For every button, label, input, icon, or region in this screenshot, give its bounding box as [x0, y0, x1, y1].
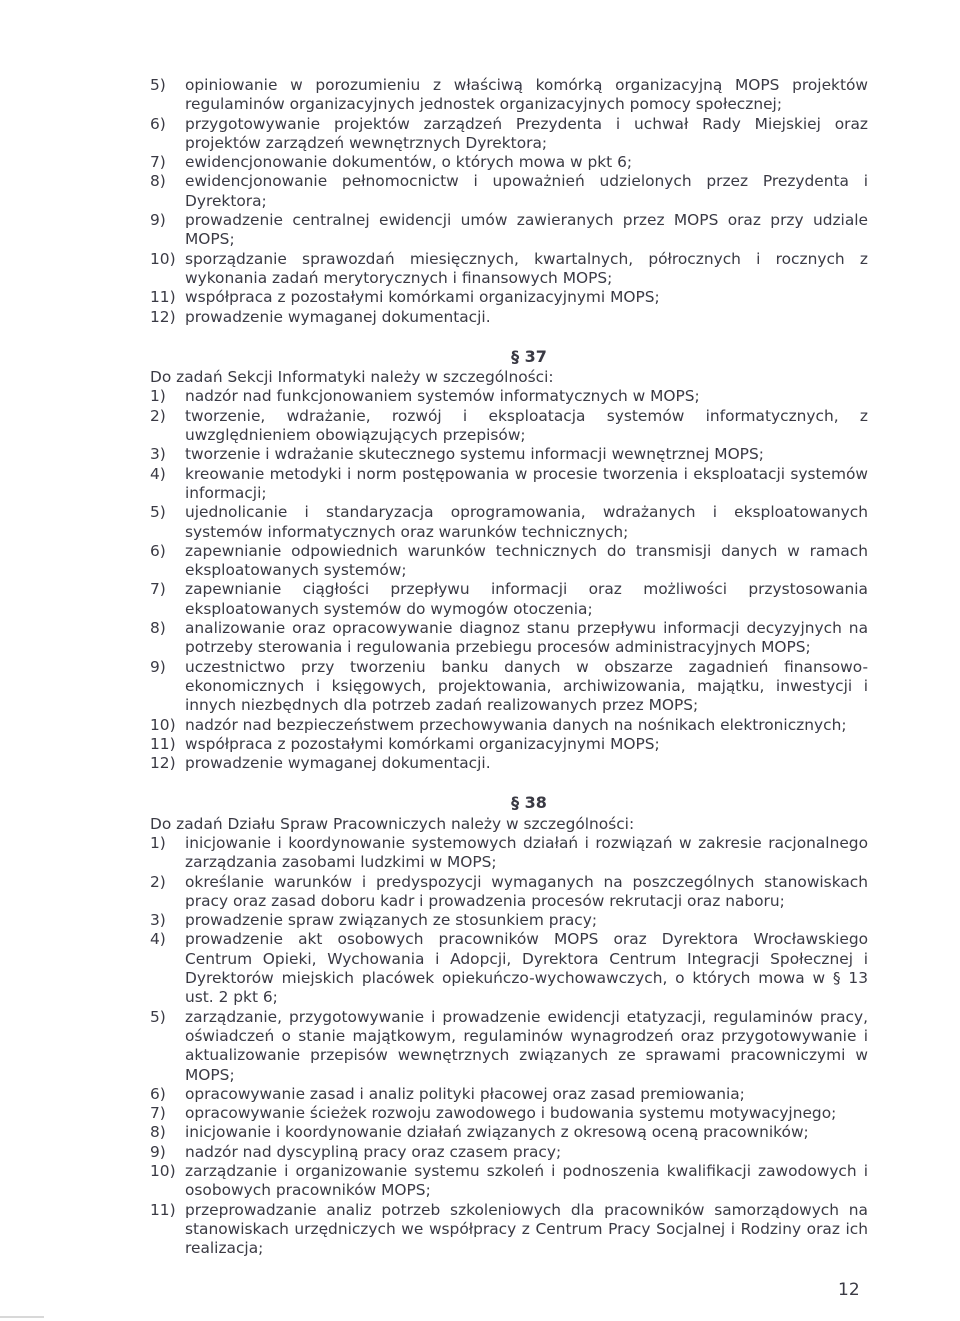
- list-item-number: 8): [150, 172, 166, 191]
- list-item-number: 9): [150, 657, 166, 676]
- list-item-text: inicjowanie i koordynowanie działań związanych z okresową oceną pracowników;: [185, 1123, 809, 1142]
- list-item: [150, 716, 868, 735]
- list-item-text: przygotowywanie projektów zarządzeń Prezydenta i uchwał Rady Miejskiej oraz projektów zarządzeń wewnętrznych Dyrektora;: [185, 114, 868, 152]
- list-item-text: prowadzenie centralnej ewidencji umów zawieranych przez MOPS oraz przy udziale MOPS;: [185, 211, 868, 249]
- list-item-text: opracowywanie ścieżek rozwoju zawodowego i budowania systemu motywacyjnego;: [185, 1104, 837, 1123]
- list-item: [150, 445, 868, 464]
- list-item-number: 4): [150, 930, 166, 949]
- list-item-text: prowadzenie spraw związanych ze stosunkiem pracy;: [185, 911, 598, 930]
- list-item: [150, 735, 868, 754]
- section-38-intro: Do zadań Działu Spraw Pracowniczych należy w szczególności:: [150, 814, 635, 833]
- page-number: 12: [838, 1280, 860, 1300]
- list-item-text: opracowywanie zasad i analiz polityki płacowej oraz zasad premiowania;: [185, 1084, 745, 1103]
- list-item-text: inicjowanie i koordynowanie systemowych działań i rozwiązań w zakresie racjonalnego zarządzania zasobami ludzkimi w MOPS;: [185, 833, 868, 872]
- list-item-text: analizowanie oraz opracowywanie diagnoz stanu przepływu informacji decyzyjnych na potrzeby sterowania i regulowania przebiegu procesów administracyjnych MOPS;: [185, 619, 868, 657]
- list-item-number: 10): [150, 1162, 176, 1181]
- list-item-text: prowadzenie akt osobowych pracowników MOPS oraz Dyrektora Wrocławskiego Centrum Opieki, Wychowania i Adopcji, Dyrektora Centrum Integracji Społecznej i Dyrektorów miejskich placówek opiekuńczo-wychowawczych, o których mowa w § 13 ust. 2 pkt 6;: [185, 930, 868, 1007]
- list-item: [150, 288, 868, 307]
- list-item: [150, 76, 868, 115]
- list-item-number: 10): [150, 715, 176, 734]
- list-item-text: ewidencjonowanie pełnomocnictw i upoważnień udzielonych przez Prezydenta i Dyrektora;: [185, 172, 868, 210]
- list-item: [150, 834, 868, 873]
- list-item-number: 7): [150, 580, 166, 599]
- list-item: [150, 211, 868, 250]
- list-item: [150, 1104, 868, 1123]
- list-item: [150, 1008, 868, 1085]
- list-item-text: tworzenie, wdrażanie, rozwój i eksploatacja systemów informatycznych, z uwzględnieniem obowiązujących przepisów;: [185, 406, 868, 445]
- list-item-number: 5): [150, 76, 166, 94]
- list-item-text: opiniowanie w porozumieniu z właściwą komórką organizacyjną MOPS projektów regulaminów organizacyjnych jednostek organizacyjnych pomocy społecznej;: [185, 76, 868, 114]
- list-item-number: 6): [150, 1084, 166, 1103]
- list-continued: [150, 76, 868, 327]
- list-item-text: sporządzanie sprawozdań miesięcznych, kwartalnych, półrocznych i rocznych z wykonania zadań merytorycznych i finansowych MOPS;: [185, 249, 868, 287]
- list-item: [150, 1123, 868, 1142]
- list-item: [150, 503, 868, 542]
- list-item: [150, 115, 868, 154]
- list-item-number: 5): [150, 503, 166, 522]
- list-item-text: nadzór nad dyscypliną pracy oraz czasem pracy;: [185, 1142, 562, 1161]
- list-item-number: 2): [150, 872, 166, 891]
- list-item-number: 7): [150, 153, 166, 172]
- list-item-text: przeprowadzanie analiz potrzeb szkoleniowych dla pracowników samorządowych na stanowiskach urzędniczych we współpracy z Centrum Pracy Socjalnej i Rodziny oraz ich realizacja;: [185, 1200, 868, 1258]
- list-item-text: zarządzanie, przygotowywanie i prowadzenie ewidencji etatyzacji, regulaminów pracy, oświadczeń o stanie majątkowym, regulaminów wynagrodzeń oraz przygotowywanie i aktualizowanie przepisów wewnętrznych związanych ze sprawami pracowniczymi w MOPS;: [185, 1007, 868, 1084]
- list-item-text: ewidencjonowanie dokumentów, o których mowa w pkt 6;: [185, 153, 633, 172]
- list-item-text: zapewnianie odpowiednich warunków technicznych do transmisji danych w ramach eksploatowanych systemów;: [185, 541, 868, 580]
- list-item-text: współpraca z pozostałymi komórkami organizacyjnymi MOPS;: [185, 288, 660, 307]
- list-item-text: ujednolicanie i standaryzacja oprogramowania, wdrażanych i eksploatowanych systemów informatycznych oraz warunków technicznych;: [185, 503, 868, 541]
- list-item: [150, 1201, 868, 1259]
- list-item: [150, 172, 868, 211]
- list-item: [150, 250, 868, 289]
- list-item-number: 4): [150, 464, 166, 483]
- list-item-number: 12): [150, 754, 176, 773]
- list-item-number: 8): [150, 619, 166, 638]
- list-item-text: współpraca z pozostałymi komórkami organizacyjnymi MOPS;: [185, 734, 660, 753]
- list-item: [150, 465, 868, 504]
- list-item: [150, 387, 868, 406]
- list-item-number: 5): [150, 1007, 166, 1026]
- list-item-number: 3): [150, 911, 166, 930]
- list-item-number: 1): [150, 387, 166, 406]
- list-item-number: 3): [150, 445, 166, 464]
- section-37-list: [150, 387, 868, 773]
- list-item: [150, 153, 868, 172]
- list-item-text: zarządzanie i organizowanie systemu szkoleń i podnoszenia kwalifikacji zawodowych i osobowych pracowników MOPS;: [185, 1162, 868, 1200]
- list-item-text: nadzór nad funkcjonowaniem systemów informatycznych w MOPS;: [185, 387, 700, 406]
- list-item-number: 9): [150, 1142, 166, 1161]
- list-item-text: tworzenie i wdrażanie skutecznego systemu informacji wewnętrznej MOPS;: [185, 445, 764, 464]
- list-item-number: 2): [150, 406, 166, 425]
- list-item-number: 7): [150, 1104, 166, 1123]
- list-item: [150, 308, 868, 327]
- list-item-text: uczestnictwo przy tworzeniu banku danych w obszarze zagadnień finansowo-ekonomicznych i księgowych, projektowania, archiwizowania, majątku, inwestycji i innych niezbędnych dla potrzeb zadań realizowanych przez MOPS;: [185, 657, 868, 715]
- list-item-number: 11): [150, 288, 176, 307]
- list-item-number: 6): [150, 541, 166, 560]
- list-item-text: określanie warunków i predyspozycji wymaganych na poszczególnych stanowiskach pracy oraz zasad doboru kadr i prowadzenia procesów rekrutacji oraz naboru;: [185, 872, 868, 910]
- list-item: [150, 542, 868, 581]
- list-item-number: 11): [150, 1200, 176, 1219]
- list-item: [150, 407, 868, 446]
- list-item-text: kreowanie metodyki i norm postępowania w procesie tworzenia i eksploatacji systemów informacji;: [185, 464, 868, 502]
- list-item-number: 10): [150, 249, 176, 268]
- list-item: [150, 911, 868, 930]
- section-38-heading: § 38: [511, 793, 547, 813]
- scan-edge-mark: [0, 1316, 44, 1318]
- list-item-text: prowadzenie wymaganej dokumentacji.: [185, 754, 491, 773]
- list-item-number: 9): [150, 211, 166, 230]
- list-item-number: 8): [150, 1123, 166, 1142]
- list-item: [150, 930, 868, 1007]
- list-item: [150, 1162, 868, 1201]
- list-item: [150, 1143, 868, 1162]
- section-37-heading: § 37: [511, 346, 547, 366]
- list-item-number: 6): [150, 114, 166, 133]
- list-item-text: nadzór nad bezpieczeństwem przechowywania danych na nośnikach elektronicznych;: [185, 715, 847, 734]
- list-item: [150, 754, 868, 773]
- section-37-intro: Do zadań Sekcji Informatyki należy w szczególności:: [150, 368, 554, 387]
- list-item: [150, 1085, 868, 1104]
- list-item-number: 11): [150, 734, 176, 753]
- list-item: [150, 873, 868, 912]
- list-item-number: 12): [150, 307, 176, 326]
- section-38-list: [150, 834, 868, 1259]
- list-item-text: prowadzenie wymaganej dokumentacji.: [185, 307, 491, 326]
- list-item-text: zapewnianie ciągłości przepływu informacji oraz możliwości przystosowania eksploatowanych systemów do wymogów otoczenia;: [185, 580, 868, 618]
- list-item: [150, 658, 868, 716]
- list-item: [150, 619, 868, 658]
- list-item: [150, 580, 868, 619]
- document-body: [150, 76, 868, 1259]
- list-item-number: 1): [150, 833, 166, 852]
